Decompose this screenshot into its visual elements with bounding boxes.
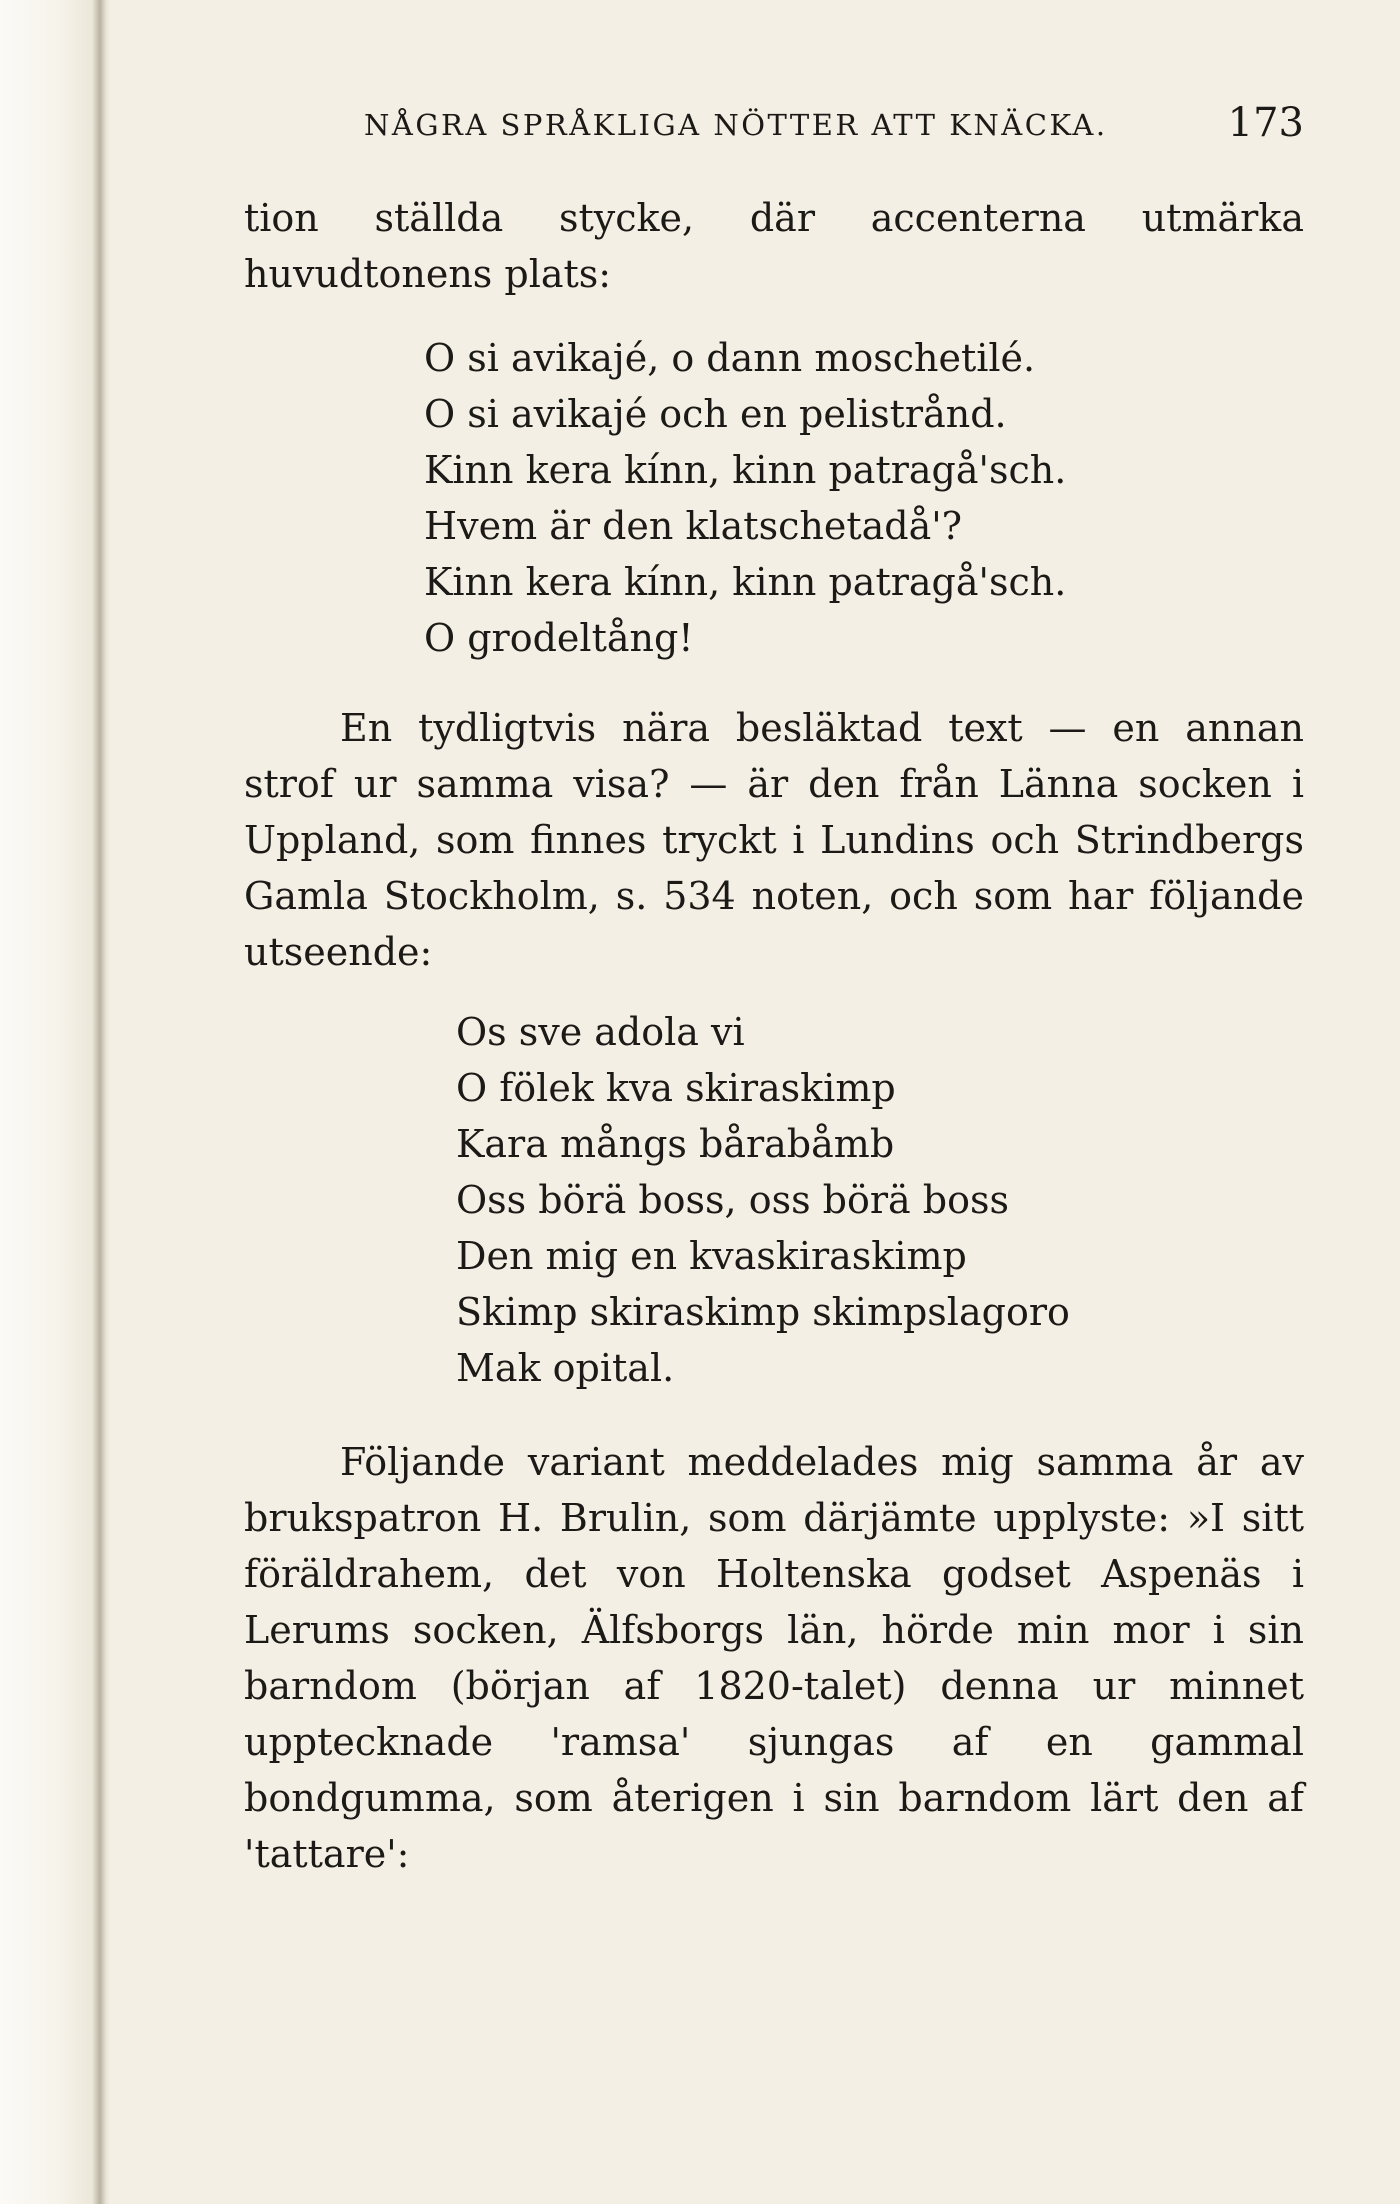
verse-line: O grodeltång! [424, 616, 694, 660]
book-gutter [0, 0, 110, 2204]
verse-line: Hvem är den klatschetadå'? [424, 504, 963, 548]
verse-line: Kinn kera kínn, kinn patragå'sch. [424, 560, 1067, 604]
verse-block-1 [424, 330, 1066, 666]
page-header [244, 96, 1304, 146]
verse-line: Os sve adola vi [456, 1010, 745, 1054]
verse-line: O fölek kva skiraskimp [456, 1066, 896, 1110]
verse-line: Skimp skiraskimp skimpslagoro [456, 1290, 1070, 1334]
verse-line: O si avikajé, o dann moschetilé. [424, 336, 1036, 380]
intro-paragraph: tion ställda stycke, där accenterna utmärka huvudtonens plats: [244, 196, 1304, 296]
paragraph-2: En tydligtvis nära besläktad text — en annan strof ur samma visa? — är den från Länna socken i Uppland, som finnes tryckt i Lundins och Strindbergs Gamla Stockholm, s. 534 noten, och som har följande utseende: [244, 706, 1304, 974]
running-title: NÅGRA SPRÅKLIGA NÖTTER ATT KNÄCKA. [364, 108, 1108, 142]
verse-line: O si avikajé och en pelistrånd. [424, 392, 1007, 436]
verse-line: Kara mångs bårabåmb [456, 1122, 895, 1166]
verse-block-2 [456, 1004, 1070, 1396]
paragraph-3: Följande variant meddelades mig samma år av brukspatron H. Brulin, som därjämte upplyste: »I sitt föräldrahem, det von Holtenska godset Aspenäs i Lerums socken, Älfsborgs län, hörde min mor i sin barndom (början af 1820-talet) denna ur minnet upptecknade 'ramsa' sjungas af en gammal bondgumma, som återigen i sin barndom lärt den af 'tattare': [244, 1440, 1304, 1876]
verse-line: Den mig en kvaskiraskimp [456, 1234, 967, 1278]
verse-line: Oss börä boss, oss börä boss [456, 1178, 1009, 1222]
book-page [244, 0, 1304, 2204]
page-number: 173 [1227, 100, 1304, 146]
verse-line: Kinn kera kínn, kinn patragå'sch. [424, 448, 1067, 492]
verse-line: Mak opital. [456, 1346, 675, 1390]
